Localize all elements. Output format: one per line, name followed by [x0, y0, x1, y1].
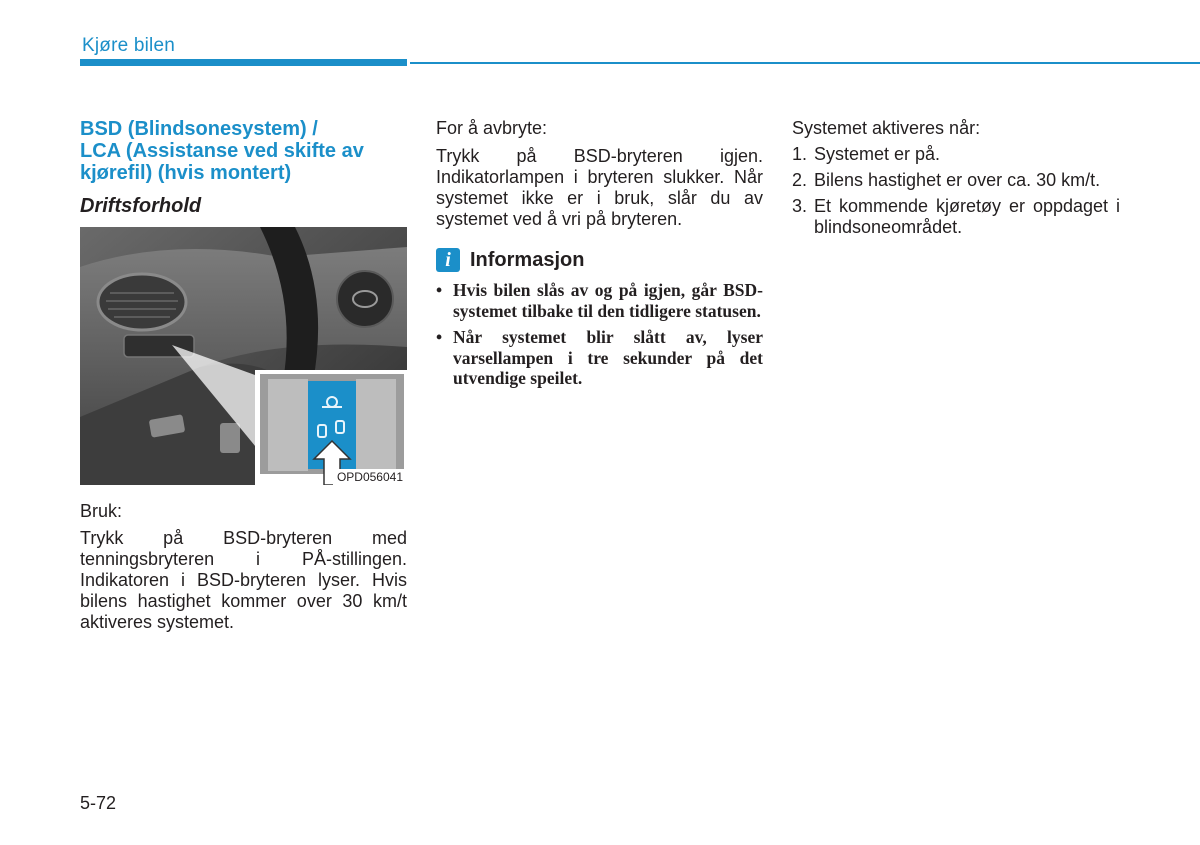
info-item-text: Når systemet blir slått av, lyser varsellampen i tre sekunder på det utvendige speilet. — [453, 327, 763, 388]
left-column — [80, 118, 407, 633]
usage-section — [80, 501, 407, 633]
info-list — [436, 280, 763, 389]
condition-text: Systemet er på. — [814, 144, 941, 164]
figure-code: OPD056041 — [333, 469, 407, 485]
cancel-text: Trykk på BSD-bryteren igjen. Indikatorlampen i bryteren slukker. Når systemet ikke er i bruk, slår du av systemet ved å vri på bryteren. — [436, 146, 763, 229]
bullet-icon: • — [436, 280, 443, 300]
section-title-line: kjørefil) (hvis montert) — [80, 162, 292, 184]
dashboard-figure — [80, 227, 407, 485]
usage-text: Trykk på BSD-bryteren med tenningsbryteren i PÅ-stillingen. Indikatoren i BSD-bryteren lyser. Hvis bilens hastighet kommer over 30 km/t aktiveres systemet. — [80, 528, 407, 632]
condition-item — [792, 196, 1120, 238]
cancel-label: For å avbryte: — [436, 118, 548, 138]
condition-number: 1. — [792, 144, 808, 164]
subheading: Driftsforhold — [80, 195, 202, 217]
page-number: 5-72 — [80, 793, 117, 813]
header-rule-thick — [80, 59, 407, 66]
dashboard-illustration — [80, 227, 407, 485]
usage-label: Bruk: — [80, 501, 123, 521]
section-title-line: BSD (Blindsonesystem) / — [80, 118, 318, 140]
middle-column — [436, 118, 763, 395]
section-title — [80, 118, 407, 184]
bullet-icon: • — [436, 327, 443, 347]
condition-item — [792, 170, 1120, 191]
condition-text: Et kommende kjøretøy er oppdaget i blindsoneområdet. — [814, 196, 1120, 237]
info-item-text: Hvis bilen slås av og på igjen, går BSD-systemet tilbake til den tidligere statusen. — [453, 280, 763, 321]
condition-item — [792, 144, 1120, 165]
chapter-title: Kjøre bilen — [82, 35, 176, 56]
condition-number: 2. — [792, 170, 808, 190]
info-item — [436, 280, 763, 321]
info-icon: i — [436, 248, 460, 272]
info-item — [436, 327, 763, 389]
header-rule-thin — [410, 62, 1200, 64]
info-header — [436, 248, 763, 272]
info-title: Informasjon — [470, 248, 585, 271]
condition-text: Bilens hastighet er over ca. 30 km/t. — [814, 170, 1101, 190]
activation-label: Systemet aktiveres når: — [792, 118, 981, 138]
conditions-list — [792, 144, 1120, 238]
right-column — [792, 118, 1120, 243]
section-title-line: LCA (Assistanse ved skifte av — [80, 140, 364, 162]
condition-number: 3. — [792, 196, 808, 216]
